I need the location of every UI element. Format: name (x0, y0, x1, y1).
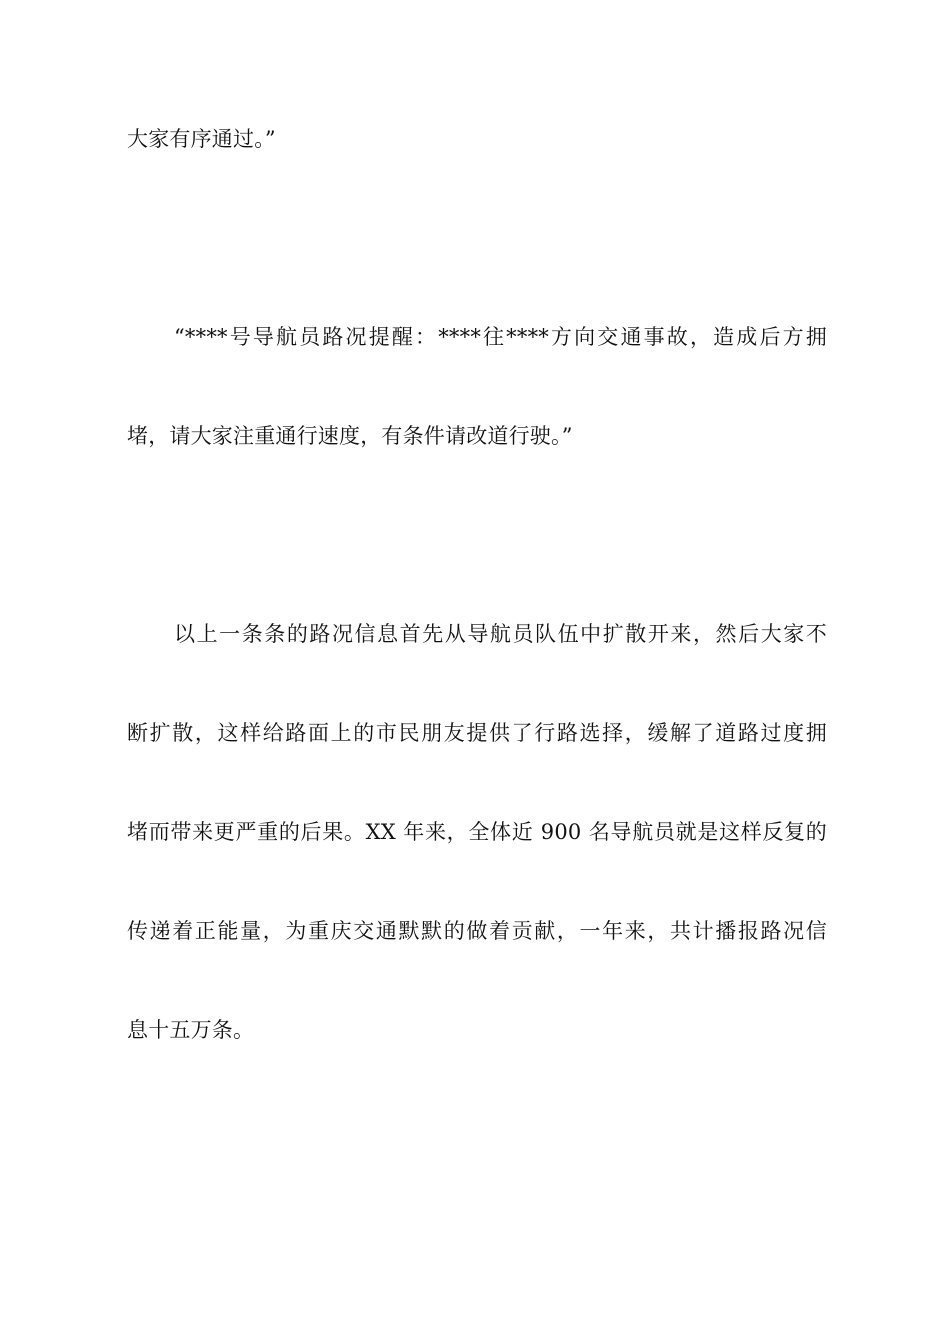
paragraph-line: 大家有序通过。” (127, 127, 276, 151)
paragraph-line: 以上一条条的路况信息首先从导航员队伍中扩散开来，然后大家不 (174, 622, 827, 646)
paragraph-line: 息十五万条。 (127, 1018, 255, 1042)
paragraph-line: 堵而带来更严重的后果。XX 年来，全体近 900 名导航员就是这样反复的 (127, 820, 827, 844)
paragraph-line: 传递着正能量，为重庆交通默默的做着贡献，一年来，共计播报路况信 (127, 919, 827, 943)
paragraph-line: “****号导航员路况提醒：****往****方向交通事故，造成后方拥 (174, 325, 827, 349)
paragraph-line: 堵，请大家注重通行速度，有条件请改道行驶。” (127, 424, 573, 448)
paragraph-line: 断扩散，这样给路面上的市民朋友提供了行路选择，缓解了道路过度拥 (127, 721, 827, 745)
